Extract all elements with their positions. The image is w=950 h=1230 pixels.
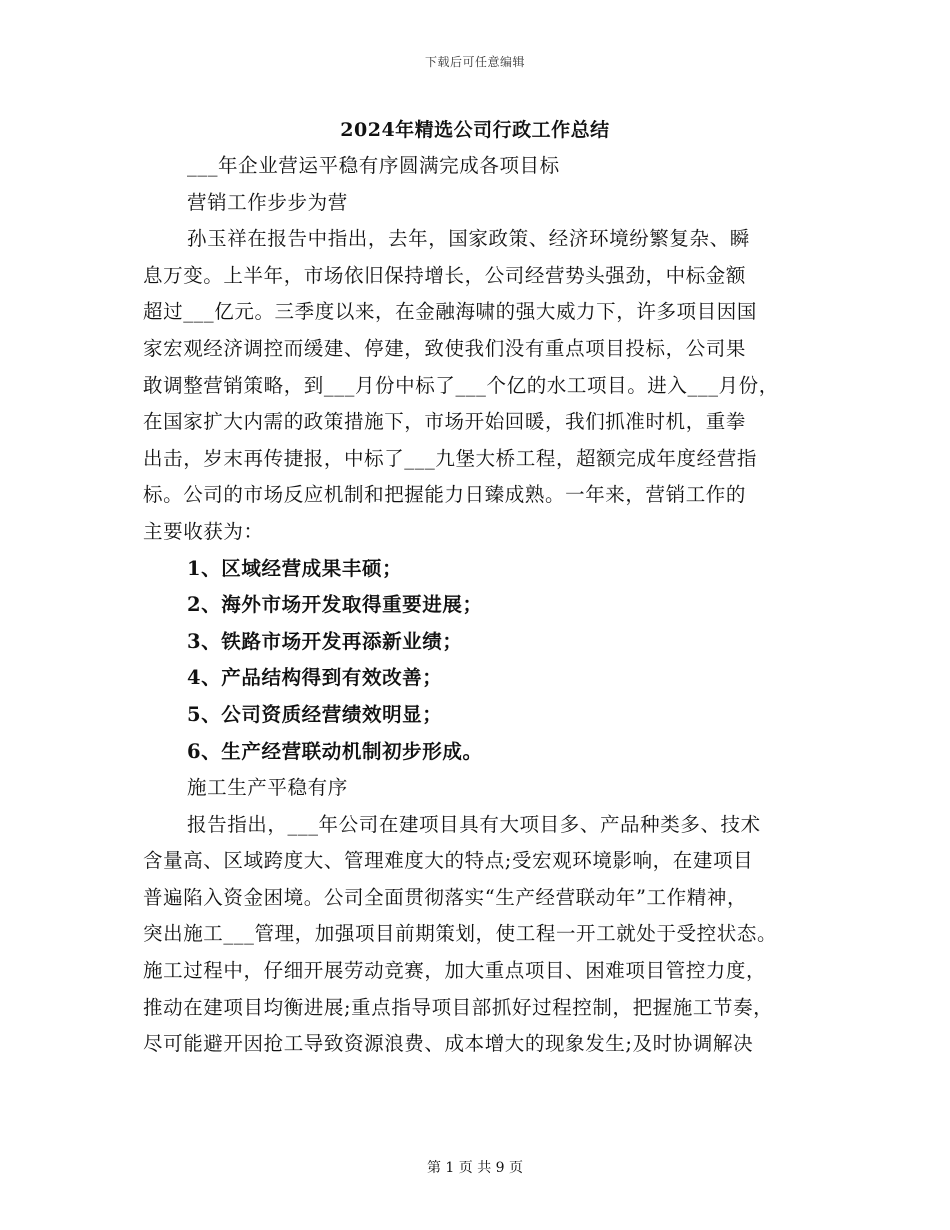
list-item: 4、产品结构得到有效改善； <box>187 666 443 690</box>
paragraph-line: 推动在建项目均衡进展;重点指导项目部抓好过程控制，把握施工节奏， <box>143 995 774 1019</box>
paragraph-line: 超过___亿元。三季度以来，在金融海啸的强大威力下，许多项目因国 <box>143 300 757 324</box>
paragraph-line: 施工过程中，仔细开展劳动竞赛，加大重点项目、困难项目管控力度， <box>143 959 767 983</box>
paragraph-line: 标。公司的市场反应机制和把握能力日臻成熟。一年来，营销工作的 <box>143 483 747 507</box>
paragraph-line: 敢调整营销策略，到___月份中标了___个亿的水工项目。进入___月份， <box>143 373 779 397</box>
section-heading-construction: 施工生产平稳有序 <box>187 776 348 800</box>
paragraph-line: 含量高、区域跨度大、管理难度大的特点;受宏观环境影响，在建项目 <box>143 849 754 873</box>
list-item: 5、公司资质经营绩效明显； <box>187 702 443 726</box>
list-item: 3、铁路市场开发再添新业绩； <box>187 629 463 653</box>
paragraph-line: 家宏观经济调控而缓建、停建，致使我们没有重点项目投标，公司果 <box>143 336 747 360</box>
document-title: 2024年精选公司行政工作总结 <box>340 119 610 141</box>
page-number: 第 1 页 共 9 页 <box>426 1160 524 1176</box>
paragraph-line: 出击，岁末再传捷报，中标了___九堡大桥工程，超额完成年度经营指 <box>143 446 757 470</box>
subheading-line: ___年企业营运平稳有序圆满完成各项目标 <box>187 154 560 177</box>
list-item: 2、海外市场开发取得重要进展； <box>187 593 483 617</box>
paragraph-line: 尽可能避开因抢工导致资源浪费、成本增大的现象发生;及时协调解决 <box>143 1032 754 1056</box>
paragraph-line: 主要收获为： <box>143 519 264 543</box>
header-note: 下载后可任意编辑 <box>424 55 525 69</box>
paragraph-line: 孙玉祥在报告中指出，去年，国家政策、经济环境纷繁复杂、瞬 <box>187 227 750 251</box>
paragraph-line: 在国家扩大内需的政策措施下，市场开始回暖，我们抓准时机，重拳 <box>143 410 747 434</box>
section-heading-marketing: 营销工作步步为营 <box>187 190 348 214</box>
list-item: 6、生产经营联动机制初步形成。 <box>187 739 483 763</box>
paragraph-line: 息万变。上半年，市场依旧保持增长，公司经营势头强劲，中标金额 <box>143 263 747 287</box>
document-body <box>143 148 813 1063</box>
list-item: 1、区域经营成果丰硕； <box>187 556 403 580</box>
paragraph-line: 普遍陷入资金困境。公司全面贯彻落实“生产经营联动年”工作精神， <box>143 885 748 909</box>
paragraph-line: 报告指出，___年公司在建项目具有大项目多、产品种类多、技术 <box>187 812 761 836</box>
paragraph-line: 突出施工___管理，加强项目前期策划，使工程一开工就处于受控状态。 <box>143 922 778 946</box>
